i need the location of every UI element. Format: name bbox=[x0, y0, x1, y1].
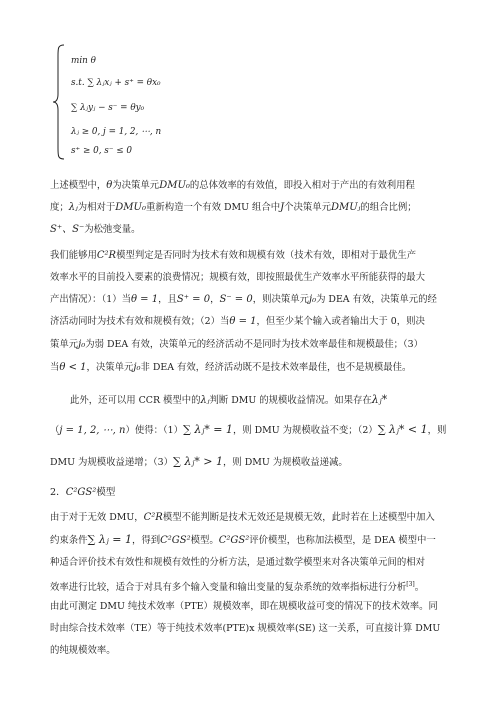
lp-constraint-input: s.t. ∑ λⱼxⱼ + s⁺ = θx₀ bbox=[71, 78, 161, 88]
paragraph-line: 当θ < 1，决策单元j₀非 DEA 有效，经济活动既不是技术效率最佳，也不是规模最佳。 bbox=[50, 362, 412, 373]
paragraph-line: 我们能够用C²R模型判定是否同时为技术有效和规模有效（技术有效，即相对于最优生产 bbox=[50, 250, 417, 261]
paragraph-line: 的纯规模效率。 bbox=[50, 645, 116, 656]
paragraph-line: DMU 为规模收益递增；（3）∑ λⱼ* > 1，则 DMU 为规模收益递减。 bbox=[50, 455, 348, 468]
paragraph-line: 效率进行比较，适合于对具有多个输入变量和输出变量的复杂系统的效率指标进行分析[3]。 bbox=[50, 581, 425, 593]
paragraph-line: 度；λⱼ为相对于DMU₀重新构造一个有效 DMU 组合中J个决策单元DMUⱼ的组合比例； bbox=[50, 202, 417, 213]
paragraph-line: S⁺、S⁻为松弛变量。 bbox=[50, 224, 141, 235]
paragraph-line: 由于对于无效 DMU，C²R模型不能判断是技术无效还是规模无效，此时若在上述模型中加入 bbox=[50, 512, 435, 523]
lp-objective: min θ bbox=[71, 56, 96, 66]
paragraph-line: 效率水平的目前投入要素的浪费情况；规模有效，即按照最优生产效率水平所能获得的最大 bbox=[50, 272, 426, 283]
lp-constraint-slacks: s⁺ ≥ 0, s⁻ ≤ 0 bbox=[71, 146, 133, 156]
paragraph-line: 产出情况）：（1）当θ = 1，且S⁺ = 0，S⁻ = 0，则决策单元j₀为 DEA 有效，决策单元的经 bbox=[50, 294, 437, 305]
paragraph-line: 此外，还可以用 CCR 模型中的λⱼ判断 DMU 的规模收益情况。如果存在λⱼ* bbox=[70, 393, 388, 406]
paragraph-line: 由此可测定 DMU 纯技术效率（PTE）规模效率，即在规模收益可变的情况下的技术效率。同 bbox=[50, 601, 438, 612]
citation-ref[interactable]: [3] bbox=[406, 581, 415, 588]
paragraph-line: 策单元j₀为弱 DEA 有效，决策单元的经济活动不是同时为技术效率最佳和规模最佳；（3） bbox=[50, 339, 423, 350]
paragraph-line: 时由综合技术效率（TE）等于纯技术效率(PTE)x 规模效率(SE) 这一关系，可直接计算 DMU bbox=[50, 623, 441, 634]
paragraph-line: 约束条件∑ λⱼ = 1，得到C²GS²模型。C²GS²评价模型，也称加法模型，是 DEA 模型中一 bbox=[50, 533, 436, 546]
lp-constraint-output: ∑ λⱼyⱼ − s⁻ = θy₀ bbox=[71, 103, 145, 113]
paragraph-line: 上述模型中，θ为决策单元DMU₀的总体效率的有效值，即投入相对于产出的有效利用程 bbox=[50, 180, 415, 191]
section-heading: 2．C²GS²模型 bbox=[50, 487, 116, 498]
system-brace bbox=[52, 44, 66, 160]
lp-constraint-lambda: λⱼ ≥ 0, j = 1, 2, ⋯, n bbox=[71, 127, 162, 137]
paragraph-line: 种适合评价技术有效性和规模有效性的分析方法，是通过数学模型来对各决策单元间的相对 bbox=[50, 557, 426, 568]
paragraph-line: （j = 1, 2, ⋯, n）使得：（1）∑ λⱼ* = 1，则 DMU 为规模收益不变；（2）∑ λⱼ* < 1，则 bbox=[50, 423, 447, 436]
paragraph-line: 济活动同时为技术有效和规模有效；（2）当θ = 1，但至少某个输入或者输出大于 0，则决 bbox=[50, 316, 425, 327]
